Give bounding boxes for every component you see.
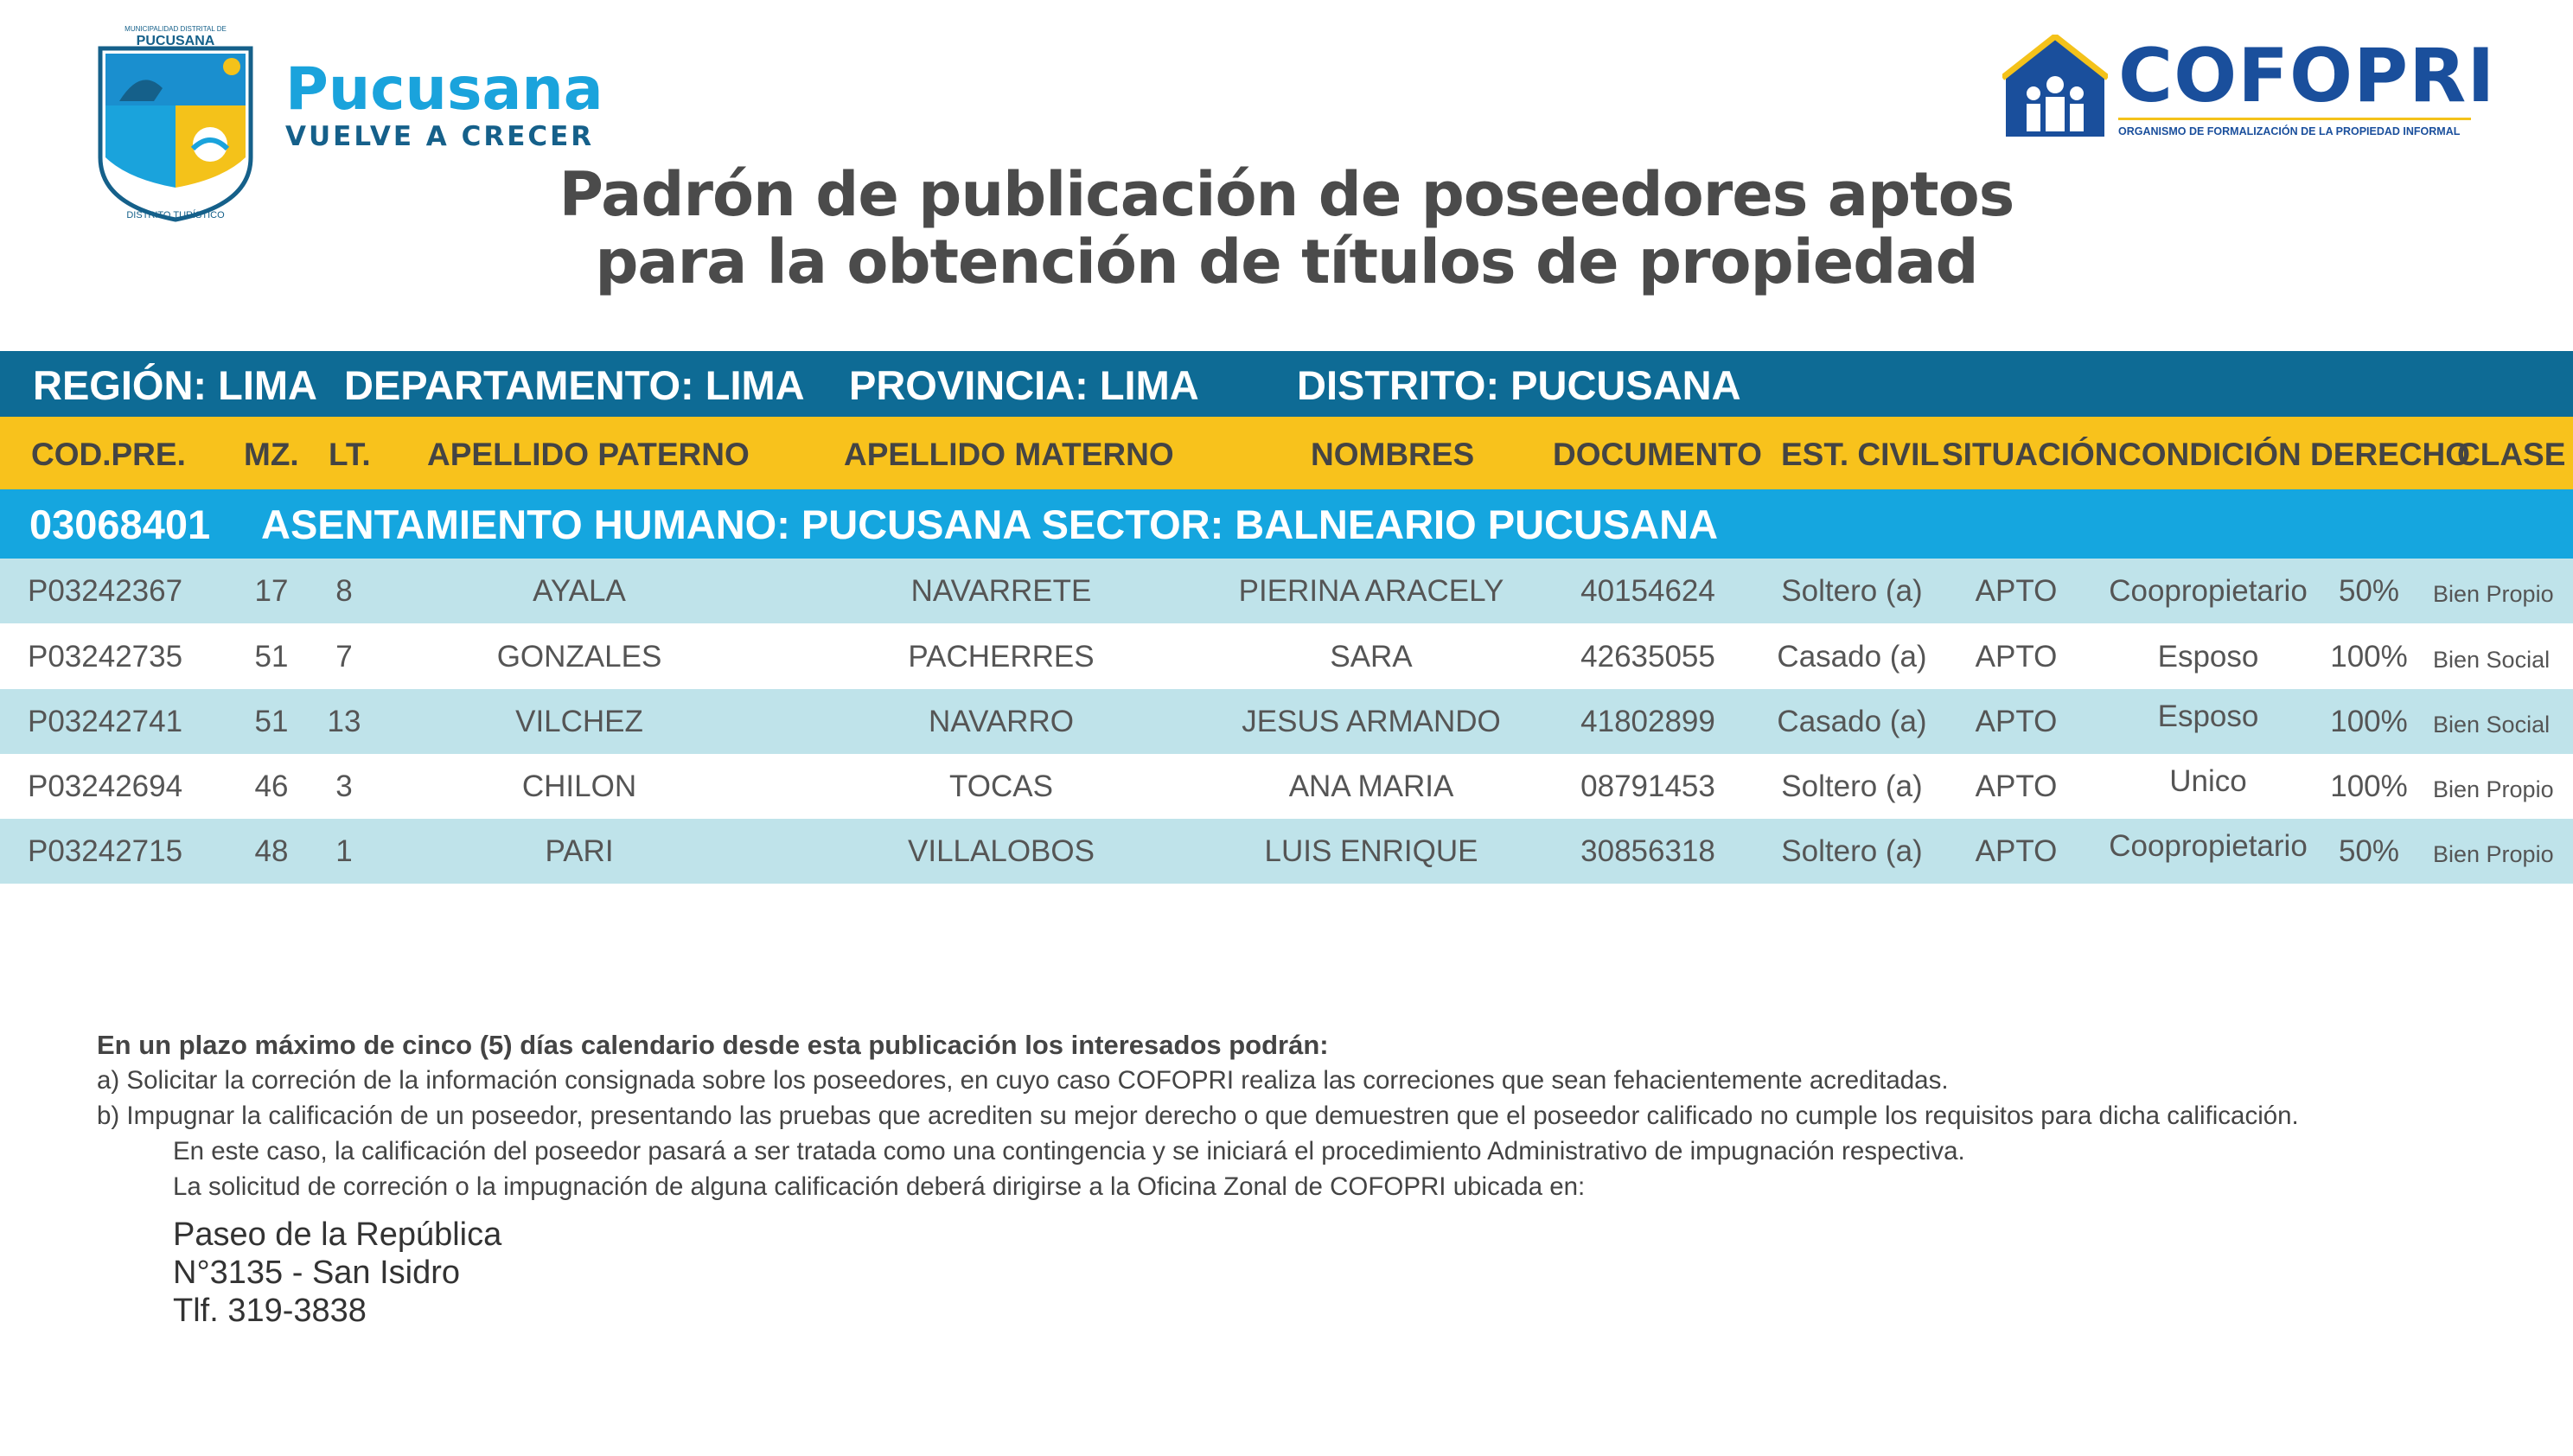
cell-mz: 51: [254, 640, 289, 674]
cell-condicion: Unico: [2169, 764, 2247, 798]
cell-civil: Casado (a): [1777, 705, 1927, 738]
col-clase: CLASE: [2457, 437, 2566, 472]
col-apellido-materno: APELLIDO MATERNO: [844, 437, 1174, 472]
cell-cod: P03242735: [28, 640, 183, 674]
departamento-label: DEPARTAMENTO: LIMA: [344, 362, 805, 408]
title-line-1: Padrón de publicación de poseedores aptos: [559, 159, 2014, 230]
col-cod-pre: COD.PRE.: [31, 437, 186, 472]
cell-porcentaje: 50%: [2338, 834, 2400, 868]
cell-paterno: PARI: [545, 834, 614, 868]
office-address: [173, 1216, 501, 1330]
footer-item-b-cont: En este caso, la calificación del poseedor pasará a ser tratada como una contingencia y se iniciará el procedimiento Administrativo de impugnación respectiva.: [173, 1137, 1965, 1165]
page-title: [0, 161, 2573, 296]
cell-civil: Soltero (a): [1781, 770, 1923, 803]
cofopri-name: COFOPRI: [2118, 33, 2496, 119]
col-condicion-derecho: CONDICIÓN DERECHO: [2118, 437, 2471, 472]
address-line-3: Tlf. 319-3838: [173, 1293, 367, 1329]
muni-ribbon: DISTRITO TURÍSTICO: [126, 210, 225, 220]
cell-lt: 1: [335, 834, 353, 868]
cell-paterno: CHILON: [521, 770, 637, 803]
cell-porcentaje: 100%: [2330, 640, 2408, 674]
cell-condicion: Coopropietario: [2109, 829, 2308, 863]
muni-small-top: MUNICIPALIDAD DISTRITAL DE: [124, 25, 227, 33]
cell-civil: Soltero (a): [1781, 574, 1923, 608]
cell-paterno: AYALA: [533, 574, 626, 608]
col-nombres: NOMBRES: [1311, 437, 1475, 472]
cell-situacion: APTO: [1975, 574, 2058, 608]
cell-documento: 40154624: [1580, 574, 1715, 608]
col-est-civil: EST. CIVIL: [1781, 437, 1939, 472]
cell-porcentaje: 50%: [2338, 574, 2400, 608]
cell-cod: P03242694: [28, 770, 183, 803]
cell-mz: 17: [254, 574, 289, 608]
muni-brand: [285, 55, 603, 152]
col-apellido-paterno: APELLIDO PATERNO: [427, 437, 750, 472]
cell-situacion: APTO: [1975, 834, 2058, 868]
col-documento: DOCUMENTO: [1553, 437, 1762, 472]
cell-porcentaje: 100%: [2330, 770, 2408, 803]
footer-item-b: b) Impugnar la calificación de un poseedor, presentando las pruebas que acrediten su mejor derecho o que demuestren que el poseedor calificado no cumple los requisitos para dicha calificación.: [97, 1102, 2299, 1130]
cell-cod: P03242741: [28, 705, 183, 738]
cofopri-brand: [2118, 35, 2495, 137]
table-row: [0, 819, 2573, 884]
cell-mz: 48: [254, 834, 289, 868]
col-mz: MZ.: [244, 437, 299, 472]
cell-nombres: PIERINA ARACELY: [1238, 574, 1504, 608]
cell-paterno: VILCHEZ: [515, 705, 643, 738]
cell-civil: Casado (a): [1777, 640, 1927, 674]
sector-name: ASENTAMIENTO HUMANO: PUCUSANA SECTOR: BALNEARIO PUCUSANA: [261, 501, 1719, 547]
cell-situacion: APTO: [1975, 640, 2058, 674]
cell-mz: 46: [254, 770, 289, 803]
cell-documento: 42635055: [1580, 640, 1715, 674]
region-label: REGIÓN: LIMA: [33, 362, 317, 408]
cell-materno: NAVARRO: [929, 705, 1074, 738]
sector-bar: [0, 489, 2573, 559]
cell-cod: P03242715: [28, 834, 183, 868]
muni-small-name: PUCUSANA: [136, 34, 215, 48]
cell-situacion: APTO: [1975, 705, 2058, 738]
table-row: [0, 559, 2573, 623]
region-bar: [0, 351, 2573, 417]
cell-clase: Bien Propio: [2433, 841, 2554, 867]
cell-materno: VILLALOBOS: [908, 834, 1095, 868]
cell-situacion: APTO: [1975, 770, 2058, 803]
table-row: [0, 754, 2573, 819]
cell-lt: 3: [335, 770, 353, 803]
cell-nombres: ANA MARIA: [1288, 770, 1454, 803]
address-line-1: Paseo de la República: [173, 1217, 502, 1253]
cell-civil: Soltero (a): [1781, 834, 1923, 868]
cell-condicion: Coopropietario: [2109, 574, 2308, 608]
footer-item-c: La solicitud de correción o la impugnación de alguna calificación deberá dirigirse a la Oficina Zonal de COFOPRI ubicada en:: [173, 1172, 1586, 1201]
cell-clase: Bien Propio: [2433, 776, 2554, 802]
col-lt: LT.: [329, 437, 371, 472]
cofopri-house-icon: [2002, 35, 2108, 140]
cell-mz: 51: [254, 705, 289, 738]
cell-materno: TOCAS: [949, 770, 1053, 803]
address-line-2: N°3135 - San Isidro: [173, 1255, 461, 1291]
cell-documento: 30856318: [1580, 834, 1715, 868]
muni-tagline: VUELVE A CRECER: [285, 121, 595, 152]
distrito-label: DISTRITO: PUCUSANA: [1297, 362, 1741, 408]
cell-lt: 13: [327, 705, 361, 738]
table-header: [0, 417, 2573, 489]
cell-lt: 7: [335, 640, 353, 674]
cell-documento: 41802899: [1580, 705, 1715, 738]
muni-name: Pucusana: [285, 55, 603, 124]
cell-materno: NAVARRETE: [910, 574, 1092, 608]
cell-clase: Bien Social: [2433, 647, 2551, 673]
cell-clase: Bien Propio: [2433, 581, 2554, 607]
col-situacion: SITUACIÓN: [1942, 437, 2118, 472]
footer-item-a: a) Solicitar la correción de la información consignada sobre los poseedores, en cuyo caso COFOPRI realiza las correciones que sean fehacientemente acreditadas.: [97, 1066, 1949, 1095]
cell-documento: 08791453: [1580, 770, 1715, 803]
cell-nombres: SARA: [1330, 640, 1413, 674]
cell-clase: Bien Social: [2433, 712, 2551, 738]
footer-notes: [97, 1027, 2518, 1204]
table-row: [0, 624, 2573, 689]
footer-lead: En un plazo máximo de cinco (5) días calendario desde esta publicación los interesados podrán:: [97, 1030, 1329, 1060]
cell-paterno: GONZALES: [496, 640, 662, 674]
cell-materno: PACHERRES: [908, 640, 1095, 674]
sector-code: 03068401: [29, 501, 211, 547]
cell-nombres: JESUS ARMANDO: [1242, 705, 1501, 738]
cell-condicion: Esposo: [2157, 699, 2259, 733]
title-line-2: para la obtención de títulos de propiedad: [595, 227, 1978, 297]
cell-lt: 8: [335, 574, 353, 608]
provincia-label: PROVINCIA: LIMA: [849, 362, 1199, 408]
cell-nombres: LUIS ENRIQUE: [1264, 834, 1478, 868]
cell-cod: P03242367: [28, 574, 183, 608]
cofopri-subtitle: ORGANISMO DE FORMALIZACIÓN DE LA PROPIEDAD INFORMAL: [2118, 118, 2471, 137]
cell-porcentaje: 100%: [2330, 705, 2408, 738]
cell-condicion: Esposo: [2157, 640, 2259, 674]
table-row: [0, 689, 2573, 754]
